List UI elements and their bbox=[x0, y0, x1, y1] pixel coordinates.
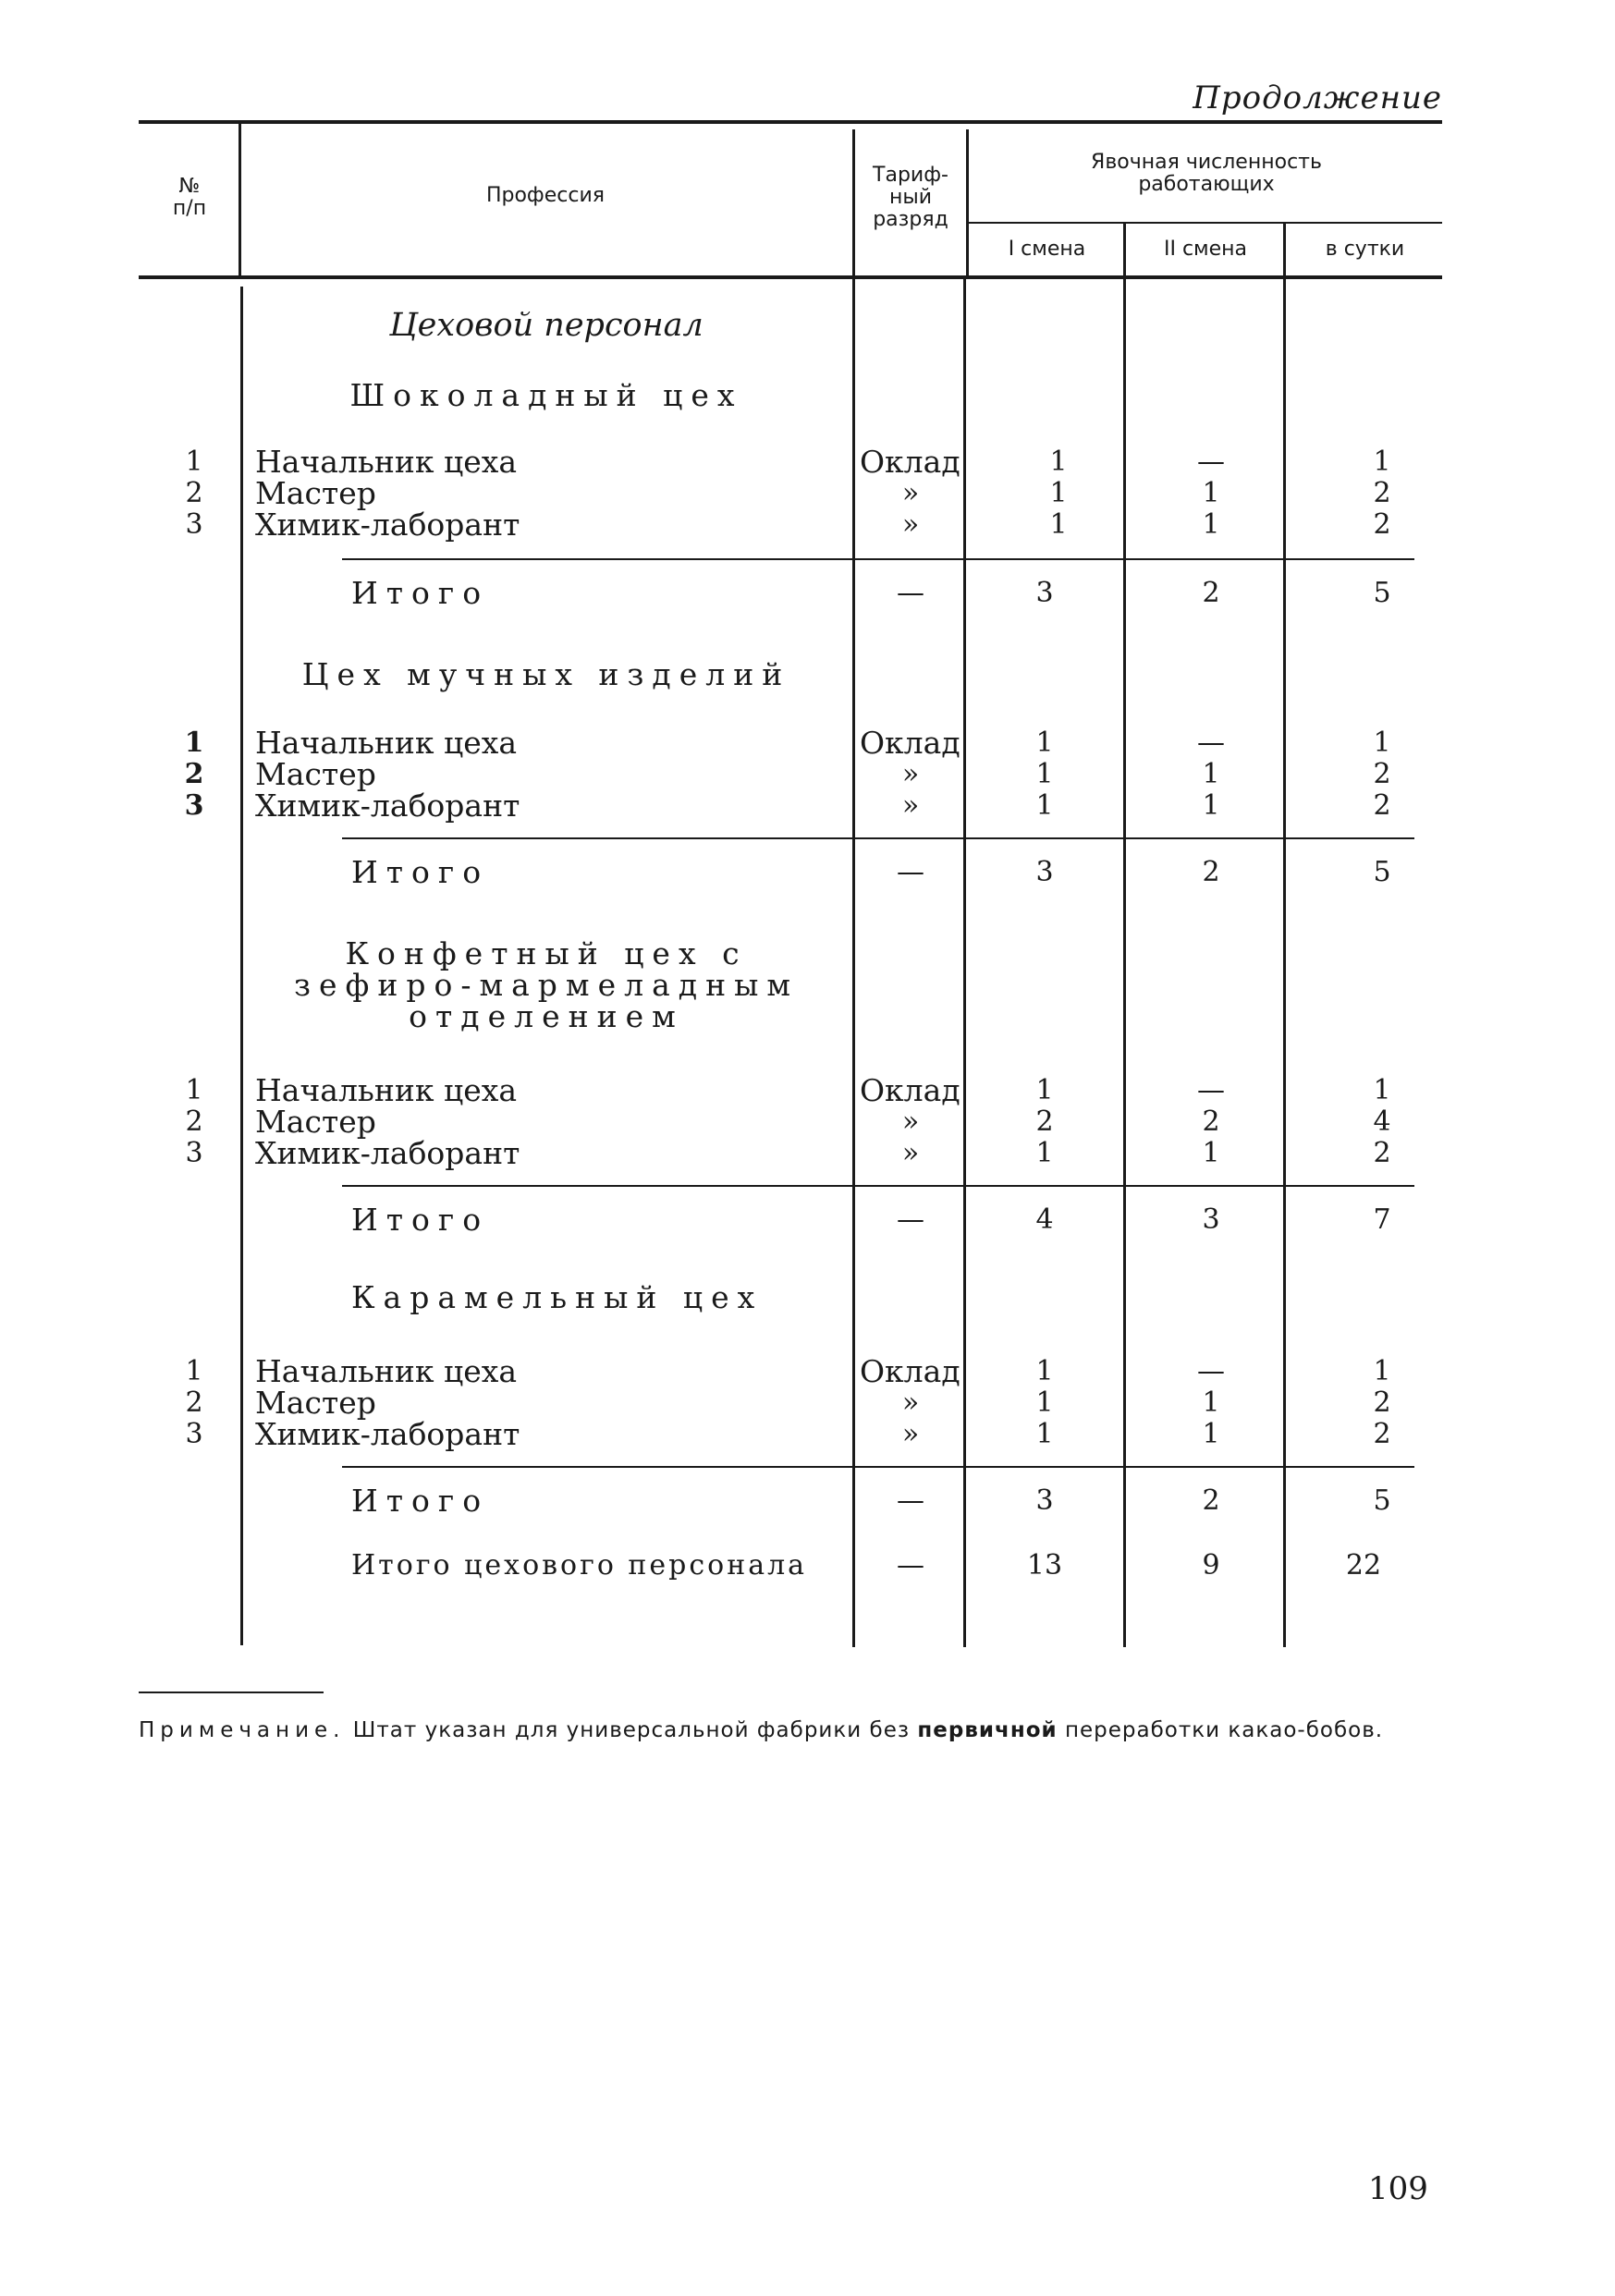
row-number: 3 bbox=[185, 1418, 203, 1450]
row-tariff: Оклад bbox=[860, 1072, 960, 1108]
grand-total-shift2: 9 bbox=[1202, 1549, 1220, 1582]
row-shift2: — bbox=[1197, 1074, 1225, 1106]
row-shift1: 1 bbox=[1035, 1418, 1054, 1450]
row-shift2: 1 bbox=[1202, 1386, 1220, 1419]
row-shift2: — bbox=[1197, 1355, 1225, 1387]
body-divider-shift1 bbox=[1123, 279, 1126, 1647]
row-tariff: » bbox=[901, 508, 920, 541]
row-shift1: 1 bbox=[1049, 477, 1068, 509]
row-number: 1 bbox=[185, 446, 203, 478]
row-day: 2 bbox=[1373, 1418, 1391, 1450]
row-tariff: Оклад bbox=[860, 444, 960, 480]
row-shift2: 1 bbox=[1202, 1137, 1220, 1169]
subtotal-tariff: — bbox=[897, 577, 924, 609]
header-shift-2: II смена bbox=[1163, 238, 1248, 261]
header-shift-1: I смена bbox=[1008, 238, 1086, 261]
body-divider-profession bbox=[852, 279, 855, 1647]
subtotal-shift1: 3 bbox=[1035, 577, 1054, 609]
subtotal-label: Итого bbox=[351, 1202, 490, 1238]
row-number: 1 bbox=[185, 1074, 203, 1106]
row-profession: Мастер bbox=[255, 1104, 376, 1140]
row-tariff: » bbox=[901, 789, 920, 822]
row-profession: Химик-лаборант bbox=[255, 507, 520, 543]
row-profession: Мастер bbox=[255, 756, 376, 792]
subtotal-rule bbox=[342, 1185, 1414, 1187]
row-profession: Мастер bbox=[255, 475, 376, 511]
row-shift1: 1 bbox=[1035, 1137, 1054, 1169]
row-day: 2 bbox=[1373, 1137, 1391, 1169]
subtotal-shift1: 3 bbox=[1035, 856, 1054, 888]
row-tariff: » bbox=[901, 1418, 920, 1450]
section-heading: Карамельный цех bbox=[351, 1279, 764, 1315]
subtotal-shift2: 2 bbox=[1202, 856, 1220, 888]
row-profession: Химик-лаборант bbox=[255, 788, 520, 824]
footnote-lead: Примечание. bbox=[139, 1718, 346, 1742]
row-profession: Начальник цеха bbox=[255, 725, 518, 761]
subtotal-day: 7 bbox=[1373, 1203, 1391, 1236]
row-shift2: 1 bbox=[1202, 477, 1220, 509]
row-profession: Начальник цеха bbox=[255, 1072, 518, 1108]
footnote-text: Штат указан для универсальной фабрики без bbox=[345, 1718, 918, 1742]
row-tariff: » bbox=[901, 758, 920, 790]
subtotal-rule bbox=[342, 558, 1414, 560]
subtotal-day: 5 bbox=[1373, 856, 1391, 888]
row-shift1: 1 bbox=[1049, 508, 1068, 541]
row-tariff: » bbox=[901, 477, 920, 509]
subtotal-day: 5 bbox=[1373, 1484, 1391, 1517]
continuation-label: Продолжение bbox=[1193, 79, 1442, 116]
row-shift2: 1 bbox=[1202, 508, 1220, 541]
header-divider-4 bbox=[1123, 222, 1126, 275]
grand-total-tariff: — bbox=[897, 1549, 924, 1582]
row-shift1: 1 bbox=[1035, 727, 1054, 759]
row-shift2: — bbox=[1197, 727, 1225, 759]
row-day: 2 bbox=[1373, 1386, 1391, 1419]
row-number: 2 bbox=[185, 1105, 203, 1138]
row-number: 2 bbox=[185, 477, 203, 509]
row-shift1: 1 bbox=[1049, 446, 1068, 478]
row-profession: Мастер bbox=[255, 1385, 376, 1421]
subtotal-day: 5 bbox=[1373, 577, 1391, 609]
row-profession: Начальник цеха bbox=[255, 1353, 518, 1389]
row-day: 1 bbox=[1373, 727, 1391, 759]
footnote-text-end: переработки какао-бобов. bbox=[1057, 1718, 1384, 1742]
body-divider-tariff bbox=[963, 279, 966, 1647]
footnote-rule bbox=[139, 1691, 324, 1693]
section-heading-line: отделением bbox=[409, 998, 684, 1034]
subtotal-tariff: — bbox=[897, 1484, 924, 1517]
row-day: 2 bbox=[1373, 508, 1391, 541]
footnote-bold: первичной bbox=[917, 1718, 1058, 1742]
body-divider-shift2 bbox=[1283, 279, 1286, 1647]
row-day: 4 bbox=[1373, 1105, 1391, 1138]
row-shift2: — bbox=[1197, 446, 1225, 478]
subtotal-tariff: — bbox=[897, 1203, 924, 1236]
row-number: 2 bbox=[184, 758, 204, 790]
row-number: 1 bbox=[184, 727, 204, 759]
subtotal-rule bbox=[342, 1466, 1414, 1468]
row-day: 1 bbox=[1373, 1355, 1391, 1387]
section-title: Цеховой персонал bbox=[389, 307, 704, 344]
section-heading-line: зефиро-мармеладным bbox=[293, 967, 800, 1003]
subtotal-shift1: 3 bbox=[1035, 1484, 1054, 1517]
row-shift1: 2 bbox=[1035, 1105, 1054, 1138]
row-shift2: 1 bbox=[1202, 1418, 1220, 1450]
row-shift1: 1 bbox=[1035, 758, 1054, 790]
row-number: 3 bbox=[184, 789, 204, 822]
row-shift1: 1 bbox=[1035, 789, 1054, 822]
row-profession: Начальник цеха bbox=[255, 444, 518, 480]
subtotal-label: Итого bbox=[351, 575, 490, 611]
header-tariff: Тариф- ный разряд bbox=[873, 164, 948, 231]
header-group: Явочная численность работающих bbox=[1091, 151, 1322, 196]
row-day: 1 bbox=[1373, 446, 1391, 478]
subtotal-shift2: 3 bbox=[1202, 1203, 1220, 1236]
header-divider-1 bbox=[239, 122, 241, 275]
header-per-day: в сутки bbox=[1325, 238, 1405, 261]
grand-total-day: 22 bbox=[1345, 1549, 1382, 1582]
row-shift1: 1 bbox=[1035, 1355, 1054, 1387]
table-top-rule bbox=[139, 120, 1442, 124]
row-shift1: 1 bbox=[1035, 1386, 1054, 1419]
header-sub-rule bbox=[966, 222, 1442, 224]
row-number: 1 bbox=[185, 1355, 203, 1387]
subtotal-shift1: 4 bbox=[1035, 1203, 1054, 1236]
subtotal-rule bbox=[342, 837, 1414, 839]
section-heading: Цех мучных изделий bbox=[301, 656, 791, 692]
subtotal-label: Итого bbox=[351, 1483, 490, 1519]
section-heading: Шоколадный цех bbox=[349, 377, 743, 413]
row-profession: Химик-лаборант bbox=[255, 1416, 520, 1452]
row-day: 2 bbox=[1373, 758, 1391, 790]
section-heading-line: Конфетный цех с bbox=[345, 935, 748, 971]
subtotal-tariff: — bbox=[897, 856, 924, 888]
row-number: 2 bbox=[185, 1386, 203, 1419]
row-day: 1 bbox=[1373, 1074, 1391, 1106]
row-tariff: » bbox=[901, 1105, 920, 1138]
row-tariff: » bbox=[901, 1137, 920, 1169]
row-shift2: 1 bbox=[1202, 758, 1220, 790]
grand-total-shift1: 13 bbox=[1026, 1549, 1063, 1582]
row-number: 3 bbox=[185, 1137, 203, 1169]
row-day: 2 bbox=[1373, 477, 1391, 509]
header-number: № п/п bbox=[172, 175, 207, 220]
row-shift2: 2 bbox=[1202, 1105, 1220, 1138]
footnote bbox=[139, 1717, 1433, 1743]
row-tariff: » bbox=[901, 1386, 920, 1419]
grand-total-label: Итого цехового персонала bbox=[351, 1549, 808, 1582]
row-tariff: Оклад bbox=[860, 725, 960, 761]
row-day: 2 bbox=[1373, 789, 1391, 822]
row-shift1: 1 bbox=[1035, 1074, 1054, 1106]
row-shift2: 1 bbox=[1202, 789, 1220, 822]
header-divider-3 bbox=[966, 129, 969, 275]
header-profession: Профессия bbox=[485, 184, 606, 207]
row-profession: Химик-лаборант bbox=[255, 1135, 520, 1171]
row-number: 3 bbox=[185, 508, 203, 541]
subtotal-shift2: 2 bbox=[1202, 577, 1220, 609]
row-tariff: Оклад bbox=[860, 1353, 960, 1389]
header-bottom-rule bbox=[139, 275, 1442, 279]
subtotal-label: Итого bbox=[351, 854, 490, 890]
subtotal-shift2: 2 bbox=[1202, 1484, 1220, 1517]
page-number: 109 bbox=[1368, 2170, 1428, 2207]
header-divider-5 bbox=[1283, 222, 1286, 275]
